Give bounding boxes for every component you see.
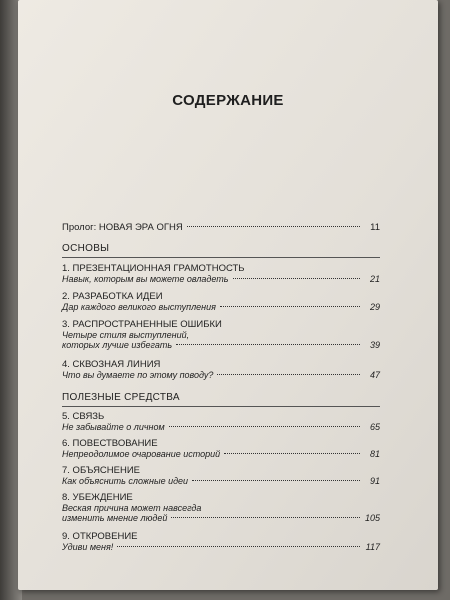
toc-entry xyxy=(62,492,380,523)
entry-title: 4. СКВОЗНАЯ ЛИНИЯ xyxy=(62,359,161,370)
entry-subtitle: Удиви меня! xyxy=(62,542,114,552)
entry-subtitle: Как объяснить сложные идеи xyxy=(62,476,189,486)
page-title: СОДЕРЖАНИЕ xyxy=(172,92,284,109)
entry-title: 3. РАСПРОСТРАНЕННЫЕ ОШИБКИ xyxy=(62,319,222,330)
page-number: 29 xyxy=(369,302,380,312)
entry-subtitle-line2: которых лучше избегать xyxy=(62,340,173,350)
entry-title: 9. ОТКРОВЕНИЕ xyxy=(62,531,138,542)
dot-leader xyxy=(220,306,360,307)
entry-title: 5. СВЯЗЬ xyxy=(62,411,105,422)
dot-leader xyxy=(176,344,360,345)
toc-entry xyxy=(62,291,380,312)
page-number: 65 xyxy=(369,422,380,432)
entry-title: 1. ПРЕЗЕНТАЦИОННАЯ ГРАМОТНОСТЬ xyxy=(62,263,245,274)
page-number: 21 xyxy=(369,274,380,284)
dot-leader xyxy=(171,517,360,518)
dot-leader xyxy=(187,226,360,227)
page-number: 39 xyxy=(369,340,380,350)
dot-leader xyxy=(117,546,360,547)
section-heading: ОСНОВЫ xyxy=(62,243,380,258)
entry-subtitle: Веская причина может навсегда xyxy=(62,503,202,513)
dot-leader xyxy=(224,453,360,454)
prologue-label: Пролог: НОВАЯ ЭРА ОГНЯ xyxy=(62,222,183,233)
entry-title: 2. РАЗРАБОТКА ИДЕИ xyxy=(62,291,163,302)
section-heading: ПОЛЕЗНЫЕ СРЕДСТВА xyxy=(62,392,380,407)
page-number: 117 xyxy=(365,542,380,552)
entry-subtitle-line2: изменить мнение людей xyxy=(62,513,168,523)
toc-entry xyxy=(62,263,380,284)
page-number: 11 xyxy=(370,222,380,233)
toc-prologue xyxy=(62,222,380,233)
entry-title: 8. УБЕЖДЕНИЕ xyxy=(62,492,133,503)
toc-entry xyxy=(62,531,380,552)
entry-subtitle: Четыре стиля выступлений, xyxy=(62,330,190,340)
page-number: 81 xyxy=(369,449,380,459)
entry-subtitle: Что вы думаете по этому поводу? xyxy=(62,370,214,380)
toc-entry xyxy=(62,411,380,432)
dot-leader xyxy=(233,278,360,279)
book-page xyxy=(18,0,438,590)
page-number: 47 xyxy=(369,370,380,380)
entry-title: 7. ОБЪЯСНЕНИЕ xyxy=(62,465,141,476)
dot-leader xyxy=(217,374,360,375)
entry-subtitle: Не забывайте о личном xyxy=(62,422,165,432)
toc-entry xyxy=(62,465,380,486)
dot-leader xyxy=(169,426,360,427)
toc-entry xyxy=(62,319,380,350)
entry-subtitle: Дар каждого великого выступления xyxy=(62,302,216,312)
page-number: 91 xyxy=(369,476,380,486)
entry-subtitle: Навык, которым вы можете овладеть xyxy=(62,274,229,284)
entry-title: 6. ПОВЕСТВОВАНИЕ xyxy=(62,438,158,449)
dot-leader xyxy=(192,480,360,481)
toc-entry xyxy=(62,359,380,380)
entry-subtitle: Непреодолимое очарование историй xyxy=(62,449,221,459)
page-number: 105 xyxy=(364,513,380,523)
toc-entry xyxy=(62,438,380,459)
